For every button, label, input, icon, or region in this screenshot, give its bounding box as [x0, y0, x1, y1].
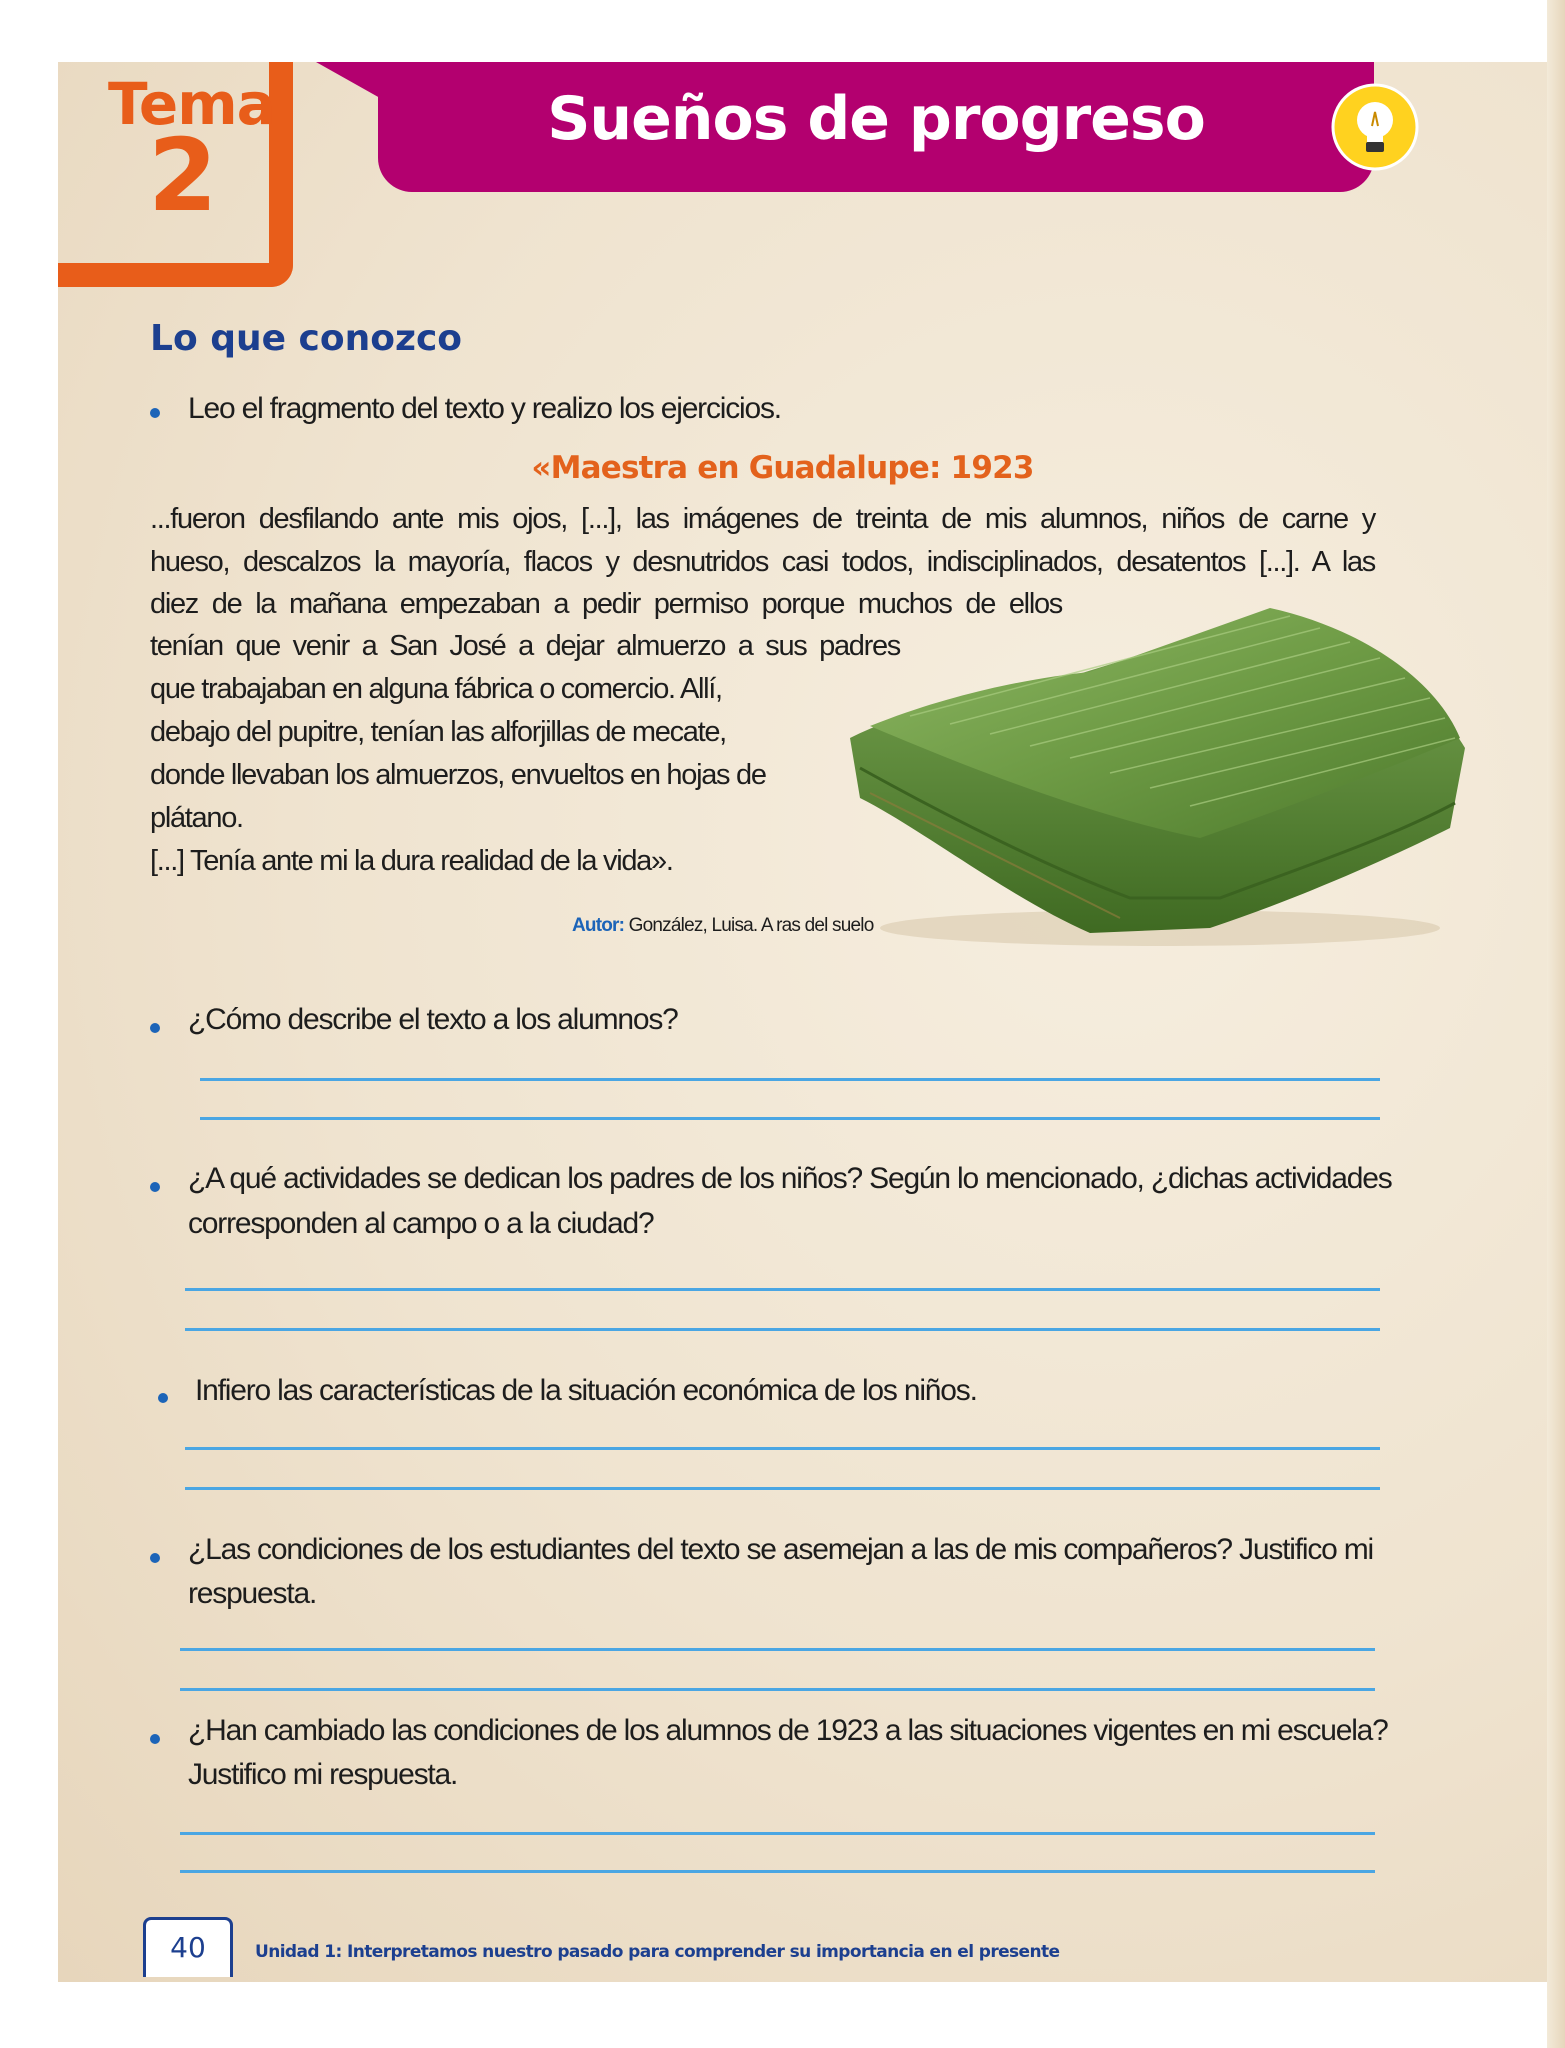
answer-line[interactable]	[180, 1832, 1375, 1835]
answer-line[interactable]	[200, 1078, 1380, 1081]
page-number: 40	[143, 1917, 233, 1977]
title-notch	[316, 62, 380, 98]
quote-line: donde llevaban los almuerzos, envueltos en hojas de	[150, 759, 766, 791]
answer-line[interactable]	[185, 1328, 1380, 1331]
question-4: ¿Las condiciones de los estudiantes del texto se asemejan a las de mis compañeros? Justifico mi	[188, 1533, 1374, 1566]
bullet	[150, 1182, 160, 1192]
answer-line[interactable]	[180, 1648, 1375, 1651]
instruction: Leo el fragmento del texto y realizo los ejercicios.	[188, 392, 781, 425]
question-3: Infiero las características de la situación económica de los niños.	[195, 1374, 977, 1407]
bullet	[158, 1393, 168, 1403]
answer-line[interactable]	[185, 1487, 1380, 1490]
unit-footer: Unidad 1: Interpretamos nuestro pasado para comprender su importancia en el presente	[255, 1942, 1060, 1962]
question-4-cont: respuesta.	[188, 1577, 317, 1610]
quote-title: «Maestra en Guadalupe: 1923	[531, 450, 1034, 486]
author-label: Autor:	[572, 915, 625, 936]
quote-line: debajo del pupitre, tenían las alforjillas de mecate,	[150, 716, 726, 748]
author-credit	[572, 915, 873, 937]
banana-leaf-image	[830, 598, 1470, 950]
quote-line: diez de la mañana empezaban a pedir permiso porque muchos de ellos	[150, 588, 1062, 620]
answer-line[interactable]	[180, 1688, 1375, 1691]
bullet	[150, 1553, 160, 1563]
quote-line: plátano.	[150, 802, 243, 834]
quote-line: [...] Tenía ante mi la dura realidad de la vida».	[150, 845, 673, 877]
tema-label: Tema	[108, 70, 275, 138]
bullet	[150, 1734, 160, 1744]
lightbulb-icon	[1330, 82, 1420, 172]
quote-line: ...fueron desfilando ante mis ojos, [...], las imágenes de treinta de mis alumnos, niños de carne y	[150, 503, 1375, 535]
page-title: Sueños de progreso	[547, 84, 1205, 154]
quote-line: tenían que venir a San José a dejar almuerzo a sus padres	[150, 630, 900, 662]
title-bar	[378, 62, 1374, 192]
bullet	[150, 408, 160, 418]
page-edge	[1547, 0, 1565, 2048]
tema-number: 2	[148, 117, 218, 234]
question-5-cont: Justifico mi respuesta.	[188, 1758, 458, 1791]
quote-line: hueso, descalzos la mayoría, flacos y desnutridos casi todos, indisciplinados, desatentos [...]. A las	[150, 546, 1375, 578]
question-2-cont: corresponden al campo o a la ciudad?	[188, 1207, 654, 1240]
answer-line[interactable]	[185, 1288, 1380, 1291]
answer-line[interactable]	[185, 1447, 1380, 1450]
question-2: ¿A qué actividades se dedican los padres de los niños? Según lo mencionado, ¿dichas actividades	[188, 1162, 1392, 1195]
bullet	[150, 1023, 160, 1033]
question-5: ¿Han cambiado las condiciones de los alumnos de 1923 a las situaciones vigentes en mi escuela?	[188, 1714, 1388, 1747]
section-title: Lo que conozco	[150, 318, 463, 359]
answer-line[interactable]	[180, 1870, 1375, 1873]
author-text: González, Luisa. A ras del suelo	[628, 915, 874, 936]
question-1: ¿Cómo describe el texto a los alumnos?	[188, 1003, 678, 1036]
quote-line: que trabajaban en alguna fábrica o comercio. Allí,	[150, 673, 722, 705]
answer-line[interactable]	[200, 1117, 1380, 1120]
